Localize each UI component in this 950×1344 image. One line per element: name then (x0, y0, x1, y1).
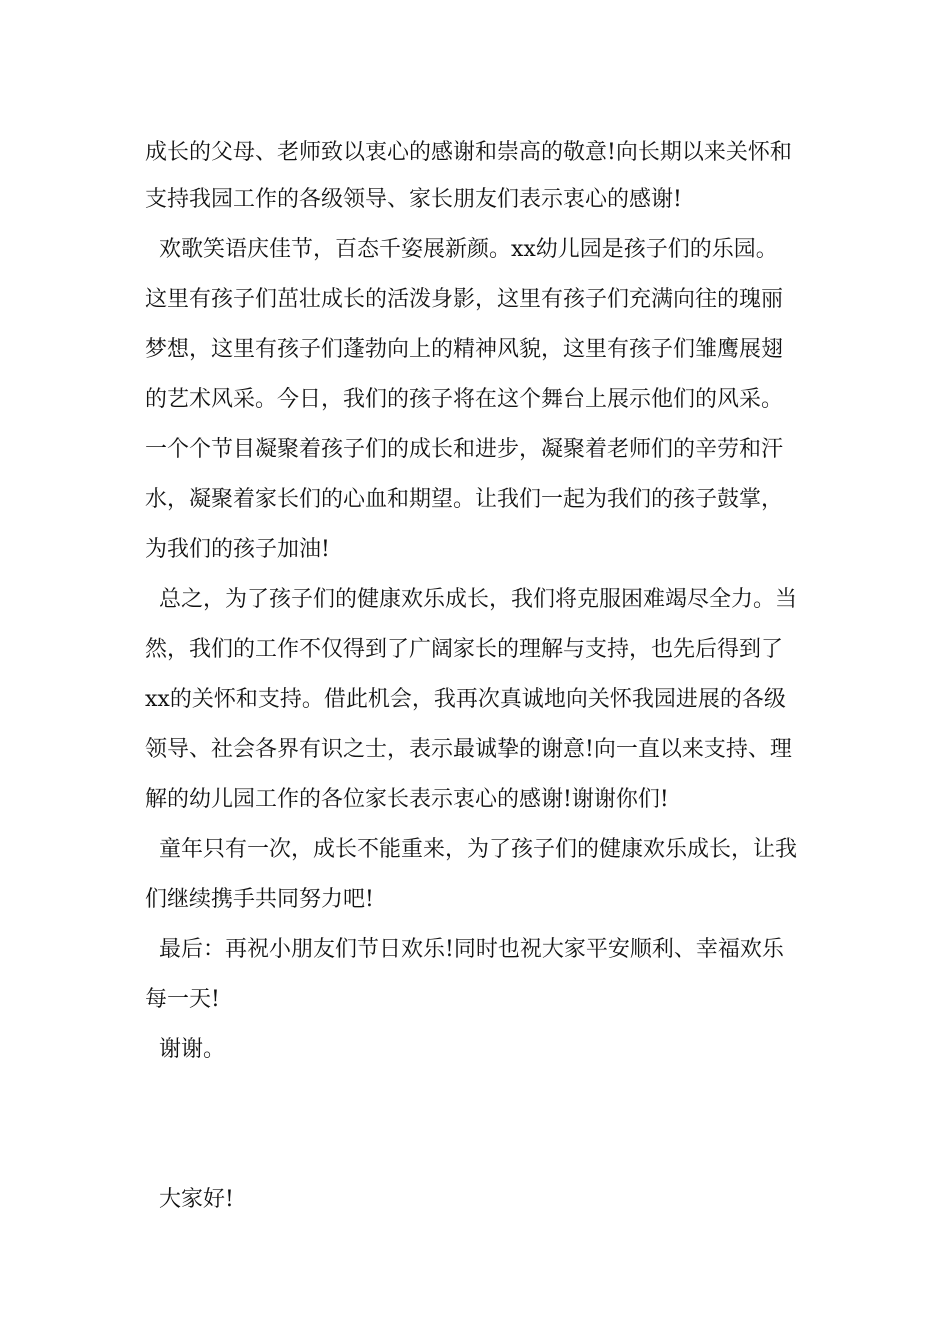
text-line: 童年只有一次，成长不能重来，为了孩子们的健康欢乐成长，让我 (145, 837, 797, 862)
text-line: 一个个节目凝聚着孩子们的成长和进步，凝聚着老师们的辛劳和汗 (145, 437, 784, 462)
text-line: 成长的父母、老师致以衷心的感谢和崇高的敬意!向长期以来关怀和 (145, 140, 792, 165)
text-line: 领导、社会各界有识之士，表示最诚挚的谢意!向一直以来支持、理 (145, 737, 792, 762)
text-line: 然，我们的工作不仅得到了广阔家长的理解与支持，也先后得到了 (145, 637, 784, 662)
text-line: 欢歌笑语庆佳节，百态千姿展新颜。xx幼儿园是孩子们的乐园。 (145, 237, 778, 262)
text-line: 大家好! (145, 1187, 234, 1212)
text-line: 支持我园工作的各级领导、家长朋友们表示衷心的感谢! (145, 187, 682, 212)
text-line: 这里有孩子们茁壮成长的活泼身影，这里有孩子们充满向往的瑰丽 (145, 287, 784, 312)
text-line: 解的幼儿园工作的各位家长表示衷心的感谢!谢谢你们! (145, 787, 669, 812)
text-line: 总之，为了孩子们的健康欢乐成长，我们将克服困难竭尽全力。当 (145, 587, 797, 612)
text-line: 的艺术风采。今日，我们的孩子将在这个舞台上展示他们的风采。 (145, 387, 784, 412)
text-line: 水，凝聚着家长们的心血和期望。让我们一起为我们的孩子鼓掌， (145, 487, 784, 512)
text-line: 谢谢。 (145, 1037, 225, 1062)
text-line: 最后：再祝小朋友们节日欢乐!同时也祝大家平安顺利、幸福欢乐 (145, 937, 784, 962)
text-line: xx的关怀和支持。借此机会，我再次真诚地向关怀我园进展的各级 (145, 687, 786, 712)
text-line: 为我们的孩子加油! (145, 537, 330, 562)
text-line: 们继续携手共同努力吧! (145, 887, 374, 912)
text-line: 每一天! (145, 987, 220, 1012)
text-line: 梦想，这里有孩子们蓬勃向上的精神风貌，这里有孩子们雏鹰展翅 (145, 337, 784, 362)
